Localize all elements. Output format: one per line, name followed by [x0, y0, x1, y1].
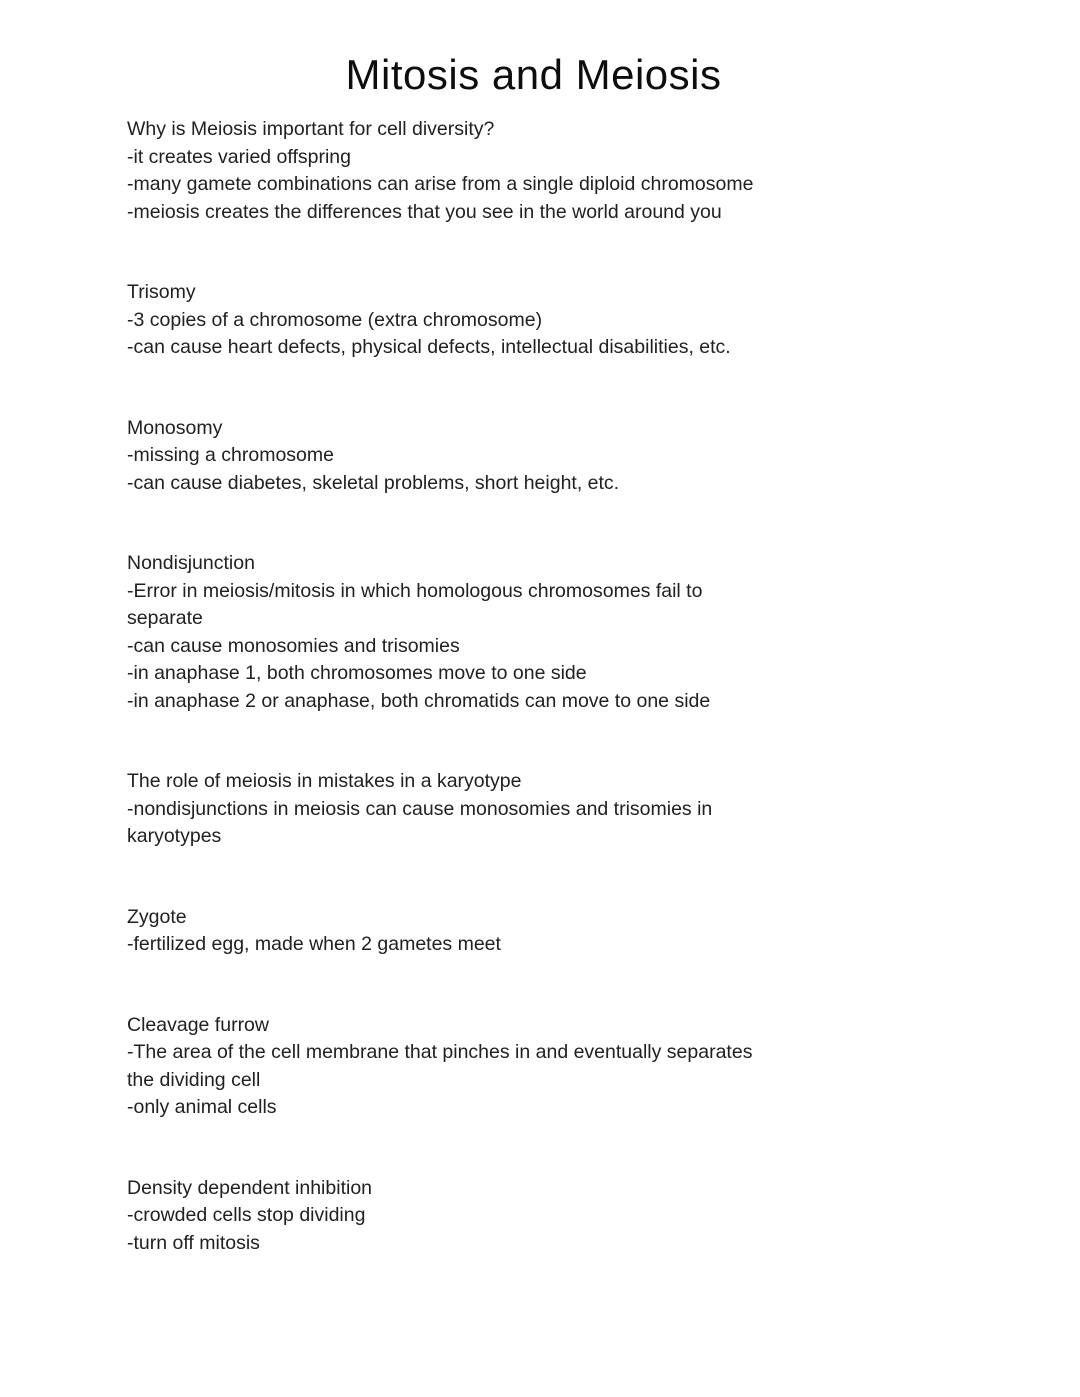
- note-line: -in anaphase 2 or anaphase, both chromatids can move to one side: [127, 689, 711, 712]
- note-line: -can cause diabetes, skeletal problems, short height, etc.: [127, 471, 620, 494]
- note-line: -can cause heart defects, physical defects, intellectual disabilities, etc.: [127, 336, 731, 359]
- note-section: [127, 550, 940, 715]
- section-heading: Zygote: [127, 905, 187, 928]
- section-heading: Monosomy: [127, 416, 223, 439]
- section-heading: Cleavage furrow: [127, 1013, 269, 1036]
- note-section: [127, 279, 940, 362]
- note-line: separate: [127, 607, 203, 630]
- note-line: the dividing cell: [127, 1068, 261, 1091]
- note-line: -missing a chromosome: [127, 444, 334, 467]
- note-line: -fertilized egg, made when 2 gametes meet: [127, 933, 501, 956]
- note-line: -The area of the cell membrane that pinches in and eventually separates: [127, 1041, 753, 1064]
- section-heading: Nondisjunction: [127, 552, 255, 575]
- section-heading: Trisomy: [127, 281, 196, 304]
- note-section: [127, 116, 940, 226]
- note-line: -nondisjunctions in meiosis can cause monosomies and trisomies in: [127, 797, 713, 820]
- section-heading: Why is Meiosis important for cell diversity?: [127, 118, 495, 141]
- note-section: [127, 415, 940, 498]
- note-line: -only animal cells: [127, 1096, 277, 1119]
- note-line: -many gamete combinations can arise from a single diploid chromosome: [127, 173, 754, 196]
- sections-container: [127, 116, 940, 1257]
- note-line: -Error in meiosis/mitosis in which homologous chromosomes fail to: [127, 579, 703, 602]
- note-section: [127, 768, 940, 851]
- page-title: Mitosis and Meiosis: [345, 51, 722, 98]
- note-section: [127, 1012, 940, 1122]
- note-line: karyotypes: [127, 825, 222, 848]
- note-line: -can cause monosomies and trisomies: [127, 634, 460, 657]
- note-line: -turn off mitosis: [127, 1231, 260, 1254]
- note-line: -crowded cells stop dividing: [127, 1204, 366, 1227]
- note-line: -meiosis creates the differences that you see in the world around you: [127, 200, 722, 223]
- note-section: [127, 1175, 940, 1258]
- note-line: -it creates varied offspring: [127, 145, 351, 168]
- note-section: [127, 904, 940, 959]
- note-line: -3 copies of a chromosome (extra chromosome): [127, 308, 543, 331]
- note-line: -in anaphase 1, both chromosomes move to one side: [127, 662, 587, 685]
- section-heading: The role of meiosis in mistakes in a karyotype: [127, 770, 522, 793]
- section-heading: Density dependent inhibition: [127, 1176, 373, 1199]
